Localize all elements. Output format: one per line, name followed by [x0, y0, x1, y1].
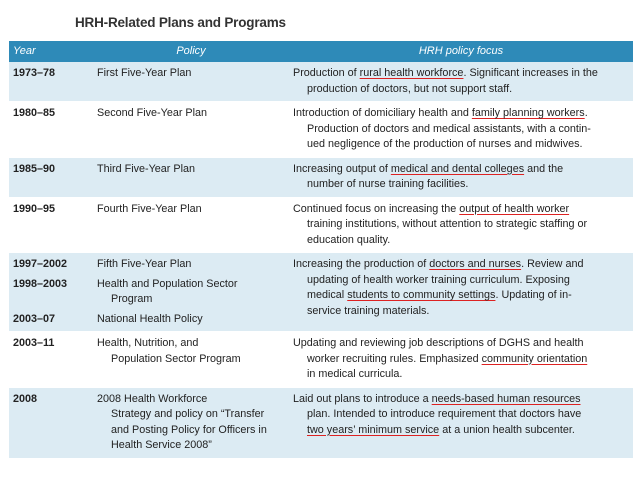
- highlight-underline: output of health worker: [459, 202, 570, 215]
- focus-line: Introduction of domiciliary health and family planning workers.: [293, 107, 588, 119]
- focus-cell: [289, 253, 633, 332]
- year-spacer: [13, 407, 89, 423]
- focus-line: medical students to community settings. Updating of in-: [307, 289, 572, 301]
- year-label: 2003–11: [13, 337, 55, 349]
- policy-line: Population Sector Program: [111, 352, 241, 365]
- year-spacer: [13, 438, 89, 454]
- focus-line: training institutions, without attention to strategic staffing or: [307, 218, 588, 230]
- table-row: [9, 62, 633, 102]
- focus-line: two years’ minimum service at a union health subcenter.: [307, 423, 575, 436]
- year-cell: [9, 62, 93, 102]
- focus-line: Laid out plans to introduce a needs-based human resources: [293, 392, 581, 405]
- focus-cell: [289, 197, 633, 253]
- table-row: [9, 387, 633, 458]
- policy-line: National Health Policy: [97, 312, 203, 325]
- highlight-underline: two years’ minimum service: [307, 423, 440, 436]
- year-label: 2008: [13, 392, 38, 405]
- policy-cell: [93, 332, 289, 388]
- focus-line: in medical curricula.: [307, 368, 403, 380]
- policy-cell: [93, 387, 289, 458]
- year-label: 2003–07: [13, 312, 56, 325]
- focus-line: Production of rural health workforce. Significant increases in the: [293, 67, 598, 79]
- policy-line: 2008 Health Workforce: [97, 392, 208, 405]
- year-label: 1990–95: [13, 202, 56, 215]
- focus-line: Increasing the production of doctors and nurses. Review and: [293, 258, 584, 270]
- policy-cell: [93, 197, 289, 253]
- table-row: [9, 197, 633, 253]
- policy-line: Health, Nutrition, and: [97, 337, 199, 349]
- year-cell: [9, 332, 93, 388]
- hrh-table: [9, 41, 633, 459]
- highlight-underline: needs-based human resources: [431, 392, 581, 405]
- policy-line: Fifth Five-Year Plan: [97, 258, 192, 270]
- policy-line: Program: [111, 293, 153, 305]
- year-spacer: [13, 292, 89, 308]
- focus-line: updating of health worker training curriculum. Exposing: [307, 273, 570, 286]
- year-cell: [9, 102, 93, 158]
- header-policy: Policy: [93, 41, 289, 62]
- policy-cell: [93, 253, 289, 332]
- policy-line: First Five-Year Plan: [97, 67, 192, 79]
- policy-cell: [93, 157, 289, 197]
- header-row: [9, 41, 633, 62]
- focus-cell: [289, 102, 633, 158]
- header-focus: HRH policy focus: [289, 41, 633, 62]
- year-cell: [9, 253, 93, 332]
- year-spacer: [13, 352, 89, 368]
- table-body: [9, 62, 633, 458]
- policy-line: Second Five-Year Plan: [97, 107, 208, 119]
- policy-line: Health and Population Sector: [97, 277, 238, 290]
- table-row: [9, 157, 633, 197]
- year-cell: [9, 197, 93, 253]
- table-row: [9, 253, 633, 332]
- focus-line: Updating and reviewing job descriptions of DGHS and health: [293, 337, 584, 349]
- highlight-underline: rural health workforce: [359, 67, 464, 79]
- highlight-underline: family planning workers: [471, 107, 585, 119]
- focus-line: service training materials.: [307, 304, 430, 317]
- policy-line: Third Five-Year Plan: [97, 162, 196, 175]
- year-label: 1973–78: [13, 67, 56, 79]
- policy-line: Health Service 2008”: [111, 439, 212, 451]
- highlight-underline: students to community settings: [347, 289, 496, 301]
- year-label: 1997–2002: [13, 258, 68, 270]
- focus-cell: [289, 62, 633, 102]
- focus-line: Continued focus on increasing the output of health worker: [293, 202, 570, 215]
- focus-line: number of nurse training facilities.: [307, 178, 469, 190]
- focus-cell: [289, 387, 633, 458]
- year-label: 1985–90: [13, 162, 56, 175]
- highlight-underline: medical and dental colleges: [390, 162, 525, 175]
- focus-line: Increasing output of medical and dental colleges and the: [293, 162, 564, 175]
- focus-cell: [289, 332, 633, 388]
- focus-line: production of doctors, but not support staff.: [307, 82, 513, 95]
- policy-cell: [93, 62, 289, 102]
- table-title: HRH-Related Plans and Programs: [75, 15, 286, 30]
- focus-line: education quality.: [307, 233, 391, 246]
- policy-cell: [93, 102, 289, 158]
- focus-line: Production of doctors and medical assistants, with a contin-: [307, 122, 591, 135]
- policy-line: Strategy and policy on “Transfer: [111, 408, 265, 420]
- year-cell: [9, 387, 93, 458]
- policy-line: Fourth Five-Year Plan: [97, 202, 202, 215]
- policy-line: and Posting Policy for Officers in: [111, 423, 267, 436]
- table-row: [9, 332, 633, 388]
- highlight-underline: doctors and nurses: [429, 258, 522, 270]
- year-label: 1998–2003: [13, 277, 68, 290]
- year-cell: [9, 157, 93, 197]
- header-year: Year: [9, 41, 93, 62]
- focus-line: worker recruiting rules. Emphasized community orientation: [307, 352, 588, 365]
- highlight-underline: community orientation: [481, 352, 588, 365]
- focus-line: ued negligence of the production of nurses and midwives.: [307, 138, 583, 150]
- focus-cell: [289, 157, 633, 197]
- year-label: 1980–85: [13, 107, 56, 119]
- focus-line: plan. Intended to introduce requirement that doctors have: [307, 408, 582, 420]
- table-row: [9, 102, 633, 158]
- year-spacer: [13, 423, 89, 439]
